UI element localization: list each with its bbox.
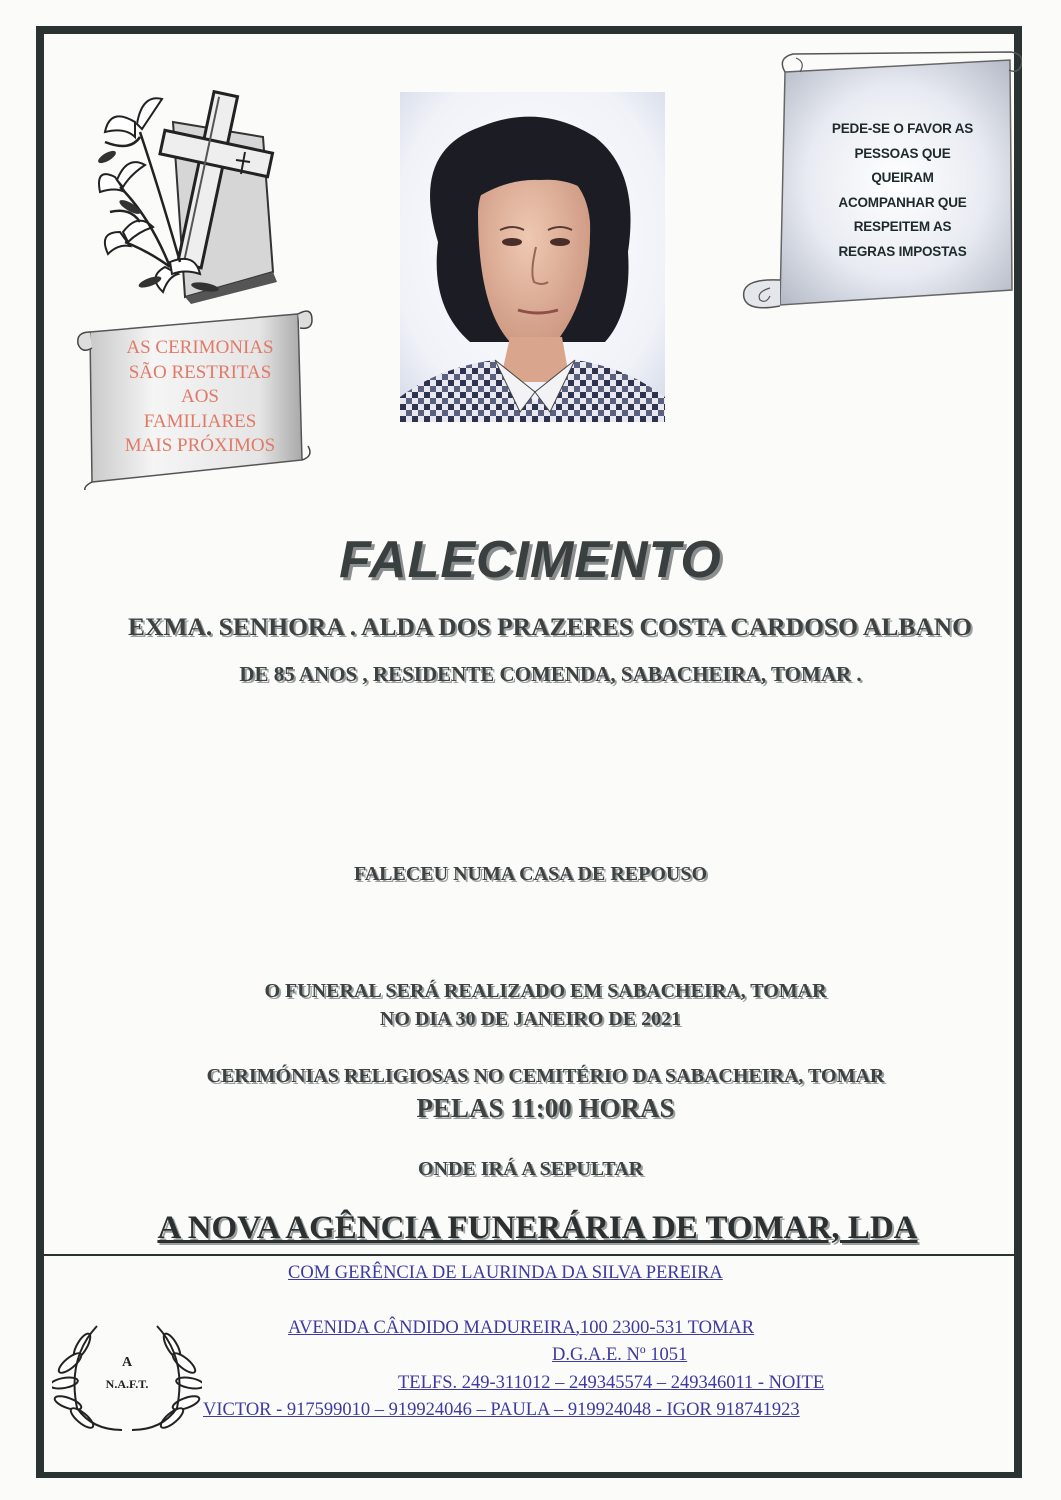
request-line: PEDE-SE O FAVOR AS bbox=[831, 121, 974, 136]
death-place: FALECEU NUMA CASA DE REPOUSO bbox=[354, 863, 707, 885]
agency-contacts: VICTOR - 917599010 – 919924046 – PAULA – 919924048 - IGOR 918741923 bbox=[203, 1400, 800, 1420]
request-line: REGRAS IMPOSTAS bbox=[838, 243, 967, 259]
cross-with-lilies-icon bbox=[95, 82, 285, 307]
request-line: QUEIRAM bbox=[871, 170, 934, 185]
request-line: PESSOAS QUE bbox=[854, 145, 951, 161]
restrictions-line: AOS bbox=[180, 386, 219, 407]
laurel-wreath-icon bbox=[52, 1318, 202, 1436]
agency-address: AVENIDA CÂNDIDO MADUREIRA,100 2300-531 TOMAR bbox=[288, 1318, 755, 1338]
agency-phones: TELFS. 249-311012 – 249345574 – 249346011 - NOITE bbox=[398, 1373, 825, 1393]
restrictions-line: AS CERIMONIAS bbox=[126, 337, 274, 358]
footer-divider bbox=[42, 1254, 1018, 1256]
ceremony-time: PELAS 11:00 HORAS bbox=[416, 1093, 675, 1123]
restrictions-line: FAMILIARES bbox=[143, 410, 257, 432]
notice-title: FALECIMENTO bbox=[339, 531, 722, 589]
request-line: ACOMPANHAR QUE bbox=[838, 194, 967, 210]
funeral-date: NO DIA 30 DE JANEIRO DE 2021 bbox=[379, 1008, 682, 1030]
burial-note: ONDE IRÁ A SEPULTAR bbox=[417, 1158, 644, 1180]
restrictions-text bbox=[100, 336, 300, 459]
agency-management: COM GERÊNCIA DE LAURINDA DA SILVA PEREIRA bbox=[288, 1263, 723, 1283]
logo-acronym: N.A.F.T. bbox=[105, 1377, 149, 1391]
agency-license: D.G.A.E. Nº 1051 bbox=[552, 1345, 688, 1365]
request-text bbox=[800, 117, 1005, 264]
deceased-portrait bbox=[400, 92, 665, 422]
ceremony-location: CERIMÓNIAS RELIGIOSAS NO CEMITÉRIO DA SABACHEIRA, TOMAR bbox=[206, 1065, 885, 1087]
restrictions-line: MAIS PRÓXIMOS bbox=[124, 435, 276, 456]
restrictions-line: SÃO RESTRITAS bbox=[128, 361, 272, 383]
funeral-location: O FUNERAL SERÁ REALIZADO EM SABACHEIRA, TOMAR bbox=[264, 980, 827, 1002]
request-line: RESPEITEM AS bbox=[853, 219, 952, 234]
logo-letter: A bbox=[121, 1355, 133, 1370]
age-residence: DE 85 ANOS , RESIDENTE COMENDA, SABACHEIRA, TOMAR . bbox=[239, 662, 862, 686]
agency-name: A NOVA AGÊNCIA FUNERÁRIA DE TOMAR, LDA bbox=[157, 1210, 918, 1246]
deceased-name: EXMA. SENHORA . ALDA DOS PRAZERES COSTA CARDOSO ALBANO bbox=[127, 612, 972, 641]
